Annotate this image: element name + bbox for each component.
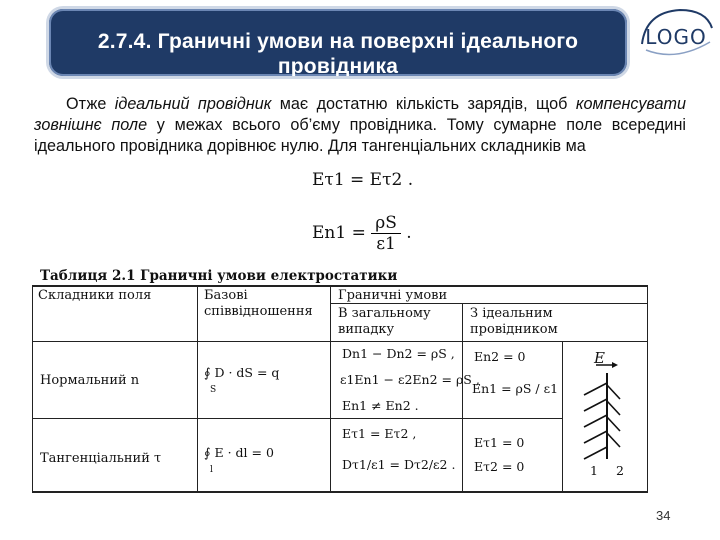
row-tangential-ideal-1: Eτ1 = 0: [474, 435, 525, 450]
row-normal-ideal-2: En1 = ρS / ε1: [472, 381, 559, 396]
header-base: Базові співвідношення: [204, 288, 313, 319]
row-normal-ideal-1: En2 = 0: [474, 349, 526, 364]
formula-normal-fraction: [371, 213, 401, 254]
formula-tangential: [312, 170, 413, 190]
slide-title: [49, 29, 627, 76]
row-tangential-base-sub: l: [210, 465, 213, 475]
para-italic-1: ідеальний провідник: [114, 95, 272, 113]
table-col-divider-3: [462, 303, 463, 493]
page-number: 34: [656, 508, 671, 523]
table-col-divider-4: [562, 341, 563, 493]
para-italic-2: компенсувати зовнішнє поле: [34, 95, 687, 134]
title-bar: [49, 9, 627, 76]
row-tangential-general-1: Eτ1 = Eτ2 ,: [342, 426, 417, 441]
row-normal-general-3: En1 ≠ En2 .: [342, 398, 419, 413]
logo-text: LOGO: [645, 25, 707, 49]
table-col-divider-1: [197, 285, 198, 493]
boundary-figure: [572, 349, 642, 478]
row-tangential-general-2: Dτ1/ε1 = Dτ2/ε2 .: [342, 457, 456, 472]
title-line-2: провідника: [277, 55, 399, 76]
formula-normal-num: ρS: [371, 213, 401, 234]
table-col-divider-2: [330, 285, 331, 493]
logo: [636, 6, 716, 62]
row-tangential-name: Тангенціальний τ: [40, 451, 162, 466]
boundary-conditions-table: [32, 285, 648, 493]
figure-label-2: 2: [616, 463, 624, 478]
row-normal-name: Нормальний n: [40, 373, 140, 388]
figure-label-1: 1: [590, 463, 598, 478]
row-normal-general-2: ε1En1 − ε2En2 = ρS ,: [340, 372, 480, 387]
formula-tangential-text: Eτ1 = Eτ2 .: [312, 170, 414, 190]
figure-vector-label: E: [594, 349, 605, 367]
header-general: В загальному випадку: [338, 306, 431, 337]
table-header-bottom: [32, 341, 648, 342]
field-lines-icon: [572, 355, 642, 475]
body-paragraph: [34, 94, 686, 157]
header-ideal: З ідеальним провідником: [470, 306, 558, 337]
table-border-left: [32, 285, 33, 493]
formula-normal-tail: .: [406, 223, 412, 243]
formula-normal-left: En1 =: [312, 223, 372, 243]
header-boundary: Граничні умови: [338, 288, 448, 303]
title-line-1: 2.7.4. Граничні умови на поверхні ідеального: [97, 30, 579, 53]
table-border-right: [647, 285, 648, 493]
row-tangential-ideal-2: Eτ2 = 0: [474, 459, 525, 474]
row-tangential-base: ∮ E · dl = 0: [204, 445, 274, 460]
row-normal-base: ∮ D · dS = q: [204, 365, 280, 380]
para-text-1: Отже: [66, 95, 115, 113]
table-row-divider: [32, 418, 562, 419]
table-border-top: [32, 285, 648, 287]
formula-normal: [312, 213, 412, 254]
row-normal-general-1: Dn1 − Dn2 = ρS ,: [342, 346, 455, 361]
row-normal-base-sub: S: [210, 385, 217, 395]
formula-normal-den: ε1: [376, 234, 396, 254]
table-caption: Таблиця 2.1 Граничні умови електростатики: [40, 268, 398, 284]
table-border-bottom: [32, 491, 648, 493]
header-components: Складники поля: [38, 288, 152, 303]
para-text-3: у межах всього об’єму провідника. Тому сумарне поле всередині ідеального провідника дорівнює нулю. Для тангенціальних складників ма: [34, 116, 686, 155]
para-text-2: має достатню кількість зарядів, щоб: [271, 95, 576, 113]
